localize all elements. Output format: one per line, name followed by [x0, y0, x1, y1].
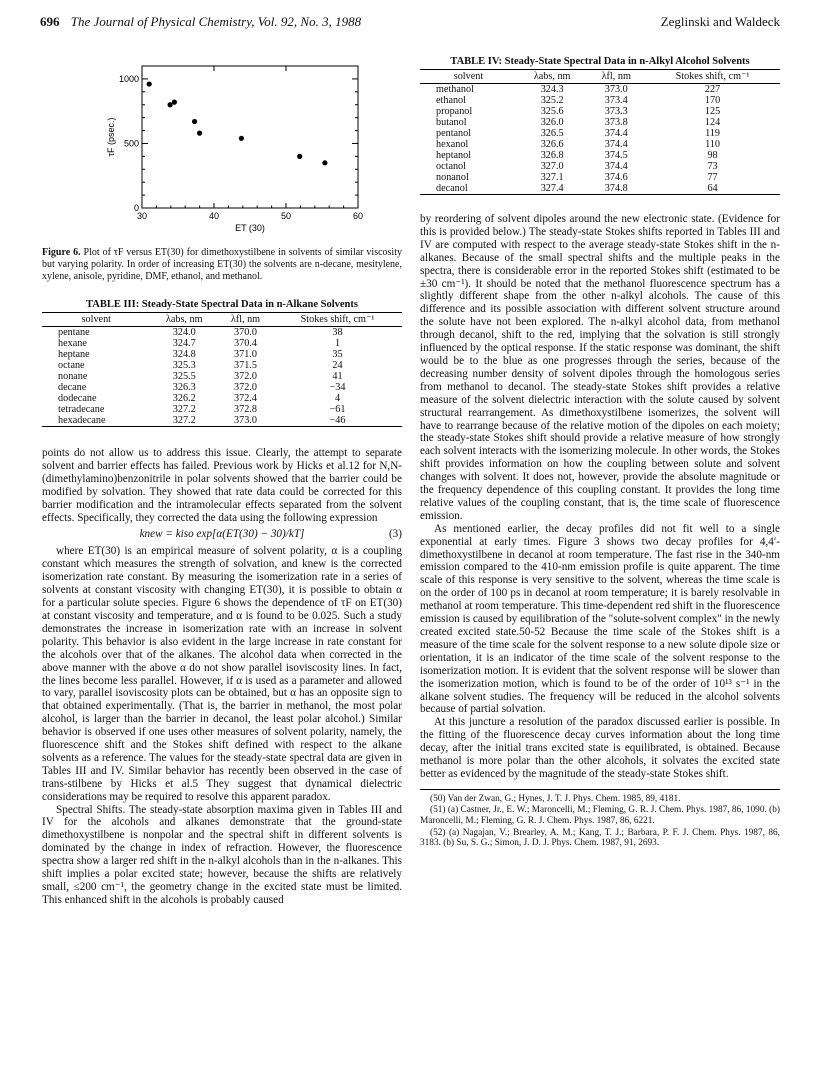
table-4-cell: 325.6 — [540, 106, 564, 117]
table-3-cell: 326.2 — [172, 393, 196, 404]
table-4-cell: ethanol — [436, 95, 466, 106]
right-paragraph-3: At this juncture a resolution of the paradox discussed earlier is possible. In the fitting of the fluorescence decay curves information about the long time decay, after the initial trans excited state is equilibrated, is obtained. Because methanol is more polar than the other alcohols, it solvates the excited state better as evidenced by the magnitude of the steady-state Stokes shift. — [420, 716, 780, 780]
table-4-cell: 64 — [707, 183, 718, 194]
table-4-row — [420, 84, 780, 96]
table-3-cell: 371.5 — [234, 360, 257, 371]
table-4-column-header: λfl, nm — [601, 71, 631, 82]
table-3-cell: octane — [58, 360, 85, 371]
table-4-cell: 326.5 — [540, 128, 564, 139]
table-4-header-row — [420, 70, 780, 84]
plot-frame — [142, 66, 358, 208]
table-4-cell: 326.6 — [540, 139, 564, 150]
table-4-cell: 374.6 — [604, 172, 628, 183]
data-point — [167, 102, 172, 107]
table-3-cell: hexane — [58, 338, 87, 349]
table-3-cell: 324.0 — [172, 327, 196, 338]
table-3-cell: decane — [58, 382, 87, 393]
table-4-cell: 227 — [704, 84, 721, 95]
reference-52: (52) (a) Nagajan, V.; Brearley, A. M.; Kang, T. J.; Barbara, P. F. J. Chem. Phys. 1987, 86, 3183. (b) Su, S. G.; Simon, J. D. J. Phys. Chem. 1987, 91, 2693. — [420, 827, 780, 849]
running-authors: Zeglinski and Waldeck — [660, 14, 780, 29]
table-4-title: TABLE IV: Steady-State Spectral Data in n-Alkyl Alcohol Solvents — [450, 56, 750, 67]
table-4-cell: 324.3 — [540, 84, 564, 95]
table-3-row — [42, 393, 402, 404]
table-4-row — [420, 106, 780, 117]
x-tick-label: 60 — [352, 211, 364, 221]
table-4-cell: 326.8 — [540, 150, 564, 161]
table-4-cell: butanol — [436, 117, 467, 128]
table-3 — [42, 299, 402, 427]
x-axis-label: ET (30) — [235, 223, 265, 233]
table-4-row — [420, 183, 780, 195]
y-tick-label: 0 — [133, 203, 139, 213]
journal-citation: The Journal of Physical Chemistry, Vol. 92, No. 3, 1988 — [70, 14, 362, 29]
table-3-cell: 325.5 — [172, 371, 196, 382]
table-3-cell: 372.4 — [234, 393, 257, 404]
table-3-row — [42, 371, 402, 382]
table-3-cell: 41 — [332, 371, 343, 382]
table-3-cell: 372.8 — [234, 404, 257, 415]
data-point — [172, 100, 177, 105]
table-4-cell: 374.4 — [604, 139, 628, 150]
table-4-grid — [420, 69, 780, 195]
table-3-column-header: λfl, nm — [230, 314, 261, 325]
table-3-row — [42, 360, 402, 371]
y-tick-label: 500 — [123, 138, 139, 149]
table-3-cell: 4 — [334, 393, 341, 404]
table-3-row — [42, 382, 402, 393]
table-3-column-header: solvent — [81, 314, 111, 325]
y-axis-label: τF (psec.) — [106, 117, 116, 157]
y-tick-label: 1000 — [118, 73, 139, 84]
table-4-cell: decanol — [436, 183, 468, 194]
table-3-cell: −61 — [329, 404, 346, 415]
figure-6-caption — [42, 247, 402, 283]
x-tick-label: 50 — [280, 211, 292, 221]
table-4-cell: 325.2 — [540, 95, 564, 106]
table-4-cell: 373.8 — [604, 117, 628, 128]
data-point — [239, 136, 244, 141]
table-4-cell: nonanol — [436, 172, 469, 183]
data-point — [297, 154, 302, 159]
table-4-cell: propanol — [436, 106, 473, 117]
table-4-cell: 77 — [707, 172, 718, 183]
table-3-cell: 324.8 — [172, 349, 196, 360]
table-3-grid — [42, 312, 402, 427]
table-3-cell: 35 — [332, 349, 343, 360]
header-left — [40, 14, 361, 30]
data-point — [147, 81, 152, 86]
table-4-row — [420, 117, 780, 128]
table-4-body — [420, 84, 780, 195]
table-3-row — [42, 338, 402, 349]
table-3-cell: −46 — [329, 415, 346, 426]
equation-3-text: knew = kiso exp[α(ET(30) − 30)/kT] — [139, 528, 305, 541]
table-3-cell: pentane — [58, 327, 90, 338]
table-4-column-header: solvent — [453, 71, 484, 82]
table-4-cell: 124 — [704, 117, 721, 128]
table-4-cell: 119 — [705, 128, 720, 139]
reference-50: (50) Van der Zwan, G.; Hynes, J. T. J. Phys. Chem. 1985, 89, 4181. — [430, 793, 681, 804]
figure-6-scatter-plot — [42, 58, 402, 238]
table-3-cell: 372.0 — [234, 382, 257, 393]
table-4-cell: heptanol — [436, 150, 472, 161]
table-4-cell: octanol — [436, 161, 466, 172]
table-3-cell: heptane — [58, 349, 90, 360]
table-3-cell: dodecane — [58, 393, 97, 404]
table-4-cell: 374.8 — [604, 183, 628, 194]
table-4-row — [420, 150, 780, 161]
table-3-body — [42, 327, 402, 427]
page-number: 696 — [40, 14, 60, 29]
table-4 — [420, 56, 780, 195]
reference-51: (51) (a) Castner, Jr., E. W.; Maroncelli, M.; Fleming, G. R. J. Chem. Phys. 1987, 86, 1090. (b) Maroncelli, M.; Fleming, G. R. J. Chem. Phys. 1987, 86, 6221. — [420, 805, 780, 827]
table-4-row — [420, 128, 780, 139]
table-3-cell: hexadecane — [58, 415, 106, 426]
right-body-text — [420, 213, 780, 781]
table-3-cell: 326.3 — [172, 382, 196, 393]
table-4-cell: 374.5 — [604, 150, 628, 161]
table-3-row — [42, 349, 402, 360]
table-3-column-header: λabs, nm — [165, 314, 203, 325]
table-4-cell: 170 — [704, 95, 721, 106]
table-4-cell: 125 — [704, 106, 721, 117]
data-point — [197, 131, 202, 136]
right-paragraph-2: As mentioned earlier, the decay profiles did not fit well to a single exponential at early times. Figure 3 shows two decay profiles for 4,4′-dimethoxystilbene in decanol at room temperature. The fast rise in the 340-nm emission compared to the 410-nm emission profile is quite apparent. The time scale of this response is very sensitive to the solvent, whereas the time scale is on the order of 100 ps in decanol at room temperature; it is barely resolvable in methanol at room temperature. This time-dependent red shift in the fluorescence emission is caused by equilibration of the "solute-solvent complex" in the newly created excited state.50-52 Because the time scale of the Stokes shift is a measure of the time scale for the solvent response to a new solute dipole size or orientation, it is an indicator of the time scale of the solvent response to the isomerization motion. It is evident that the solvent response will be slower than the isomerization motion, which is found to be of the order of 10¹³ s⁻¹ in the alkane solvent studies. The frequency will be reduced in the alcohol solvents because of partial solvation. — [420, 522, 780, 716]
table-3-cell: 372.0 — [234, 371, 257, 382]
table-4-cell: 373.4 — [604, 95, 628, 106]
table-4-cell: pentanol — [436, 128, 472, 139]
table-4-cell: 327.0 — [540, 161, 564, 172]
table-3-row — [42, 415, 402, 427]
left-body-text — [42, 447, 402, 907]
table-4-cell: 327.4 — [540, 183, 564, 194]
table-4-cell: hexanol — [436, 139, 469, 150]
data-point — [322, 160, 327, 165]
table-4-row — [420, 172, 780, 183]
figure-6-caption-text: Plot of τF versus ET(30) for dimethoxystilbene in solvents of similar viscosity but varying polarity. In order of increasing ET(30) the solvents are n-decane, mesitylene, xylene, anisole, pyridine, DMF, ethanol, and methanol. — [42, 247, 402, 282]
equation-3 — [42, 528, 402, 541]
table-4-row — [420, 161, 780, 172]
table-3-cell: 327.2 — [172, 404, 196, 415]
table-3-cell: 1 — [334, 338, 341, 349]
equation-3-number: (3) — [388, 528, 402, 541]
left-paragraph-3: Spectral Shifts. The steady-state absorption maxima given in Tables III and IV for the alcohols and alkanes demonstrate that the ground-state dimethoxystilbene is nonpolar and the spectral shift in different solvents is dominated by the change in index of refraction. However, the fluorescence spectra show a larger red shift in the n-alkyl alcohols than in the n-alkanes. This shift implies a polar excited state; however, because the shifts are relatively small, ≤200 cm⁻¹, the geometry change in the excited state must be limited. This enhanced shift in the alcohols is probably caused — [42, 803, 402, 906]
table-3-cell: 370.4 — [234, 338, 257, 349]
references — [420, 789, 780, 849]
figure-6 — [42, 58, 402, 243]
table-4-row — [420, 139, 780, 150]
x-tick-label: 30 — [136, 211, 148, 221]
table-4-cell: 327.1 — [540, 172, 564, 183]
table-4-cell: 373.0 — [604, 84, 628, 95]
figure-6-caption-label: Figure 6. — [42, 247, 81, 258]
table-3-cell: 373.0 — [234, 415, 257, 426]
page-header — [40, 14, 780, 34]
table-4-cell: 98 — [707, 150, 718, 161]
table-3-header-row — [42, 313, 402, 327]
table-3-cell: tetradecane — [58, 404, 105, 415]
table-3-cell: 324.7 — [172, 338, 196, 349]
table-3-title: TABLE III: Steady-State Spectral Data in n-Alkane Solvents — [86, 299, 358, 310]
table-4-column-header: Stokes shift, cm⁻¹ — [675, 71, 750, 82]
table-4-cell: 374.4 — [604, 128, 628, 139]
table-3-cell: 371.0 — [234, 349, 257, 360]
table-4-cell: methanol — [436, 84, 474, 95]
right-column — [420, 40, 780, 850]
table-3-cell: 24 — [332, 360, 343, 371]
table-4-cell: 326.0 — [540, 117, 564, 128]
table-4-cell: 73 — [707, 161, 718, 172]
table-3-row — [42, 327, 402, 339]
table-3-cell: −34 — [329, 382, 346, 393]
table-4-cell: 373.3 — [604, 106, 628, 117]
right-paragraph-1: by reordering of solvent dipoles around the new electronic state. (Evidence for this is provided below.) The steady-state Stokes shifts reported in Tables III and IV are computed with respect to the average steady-state Stokes shift in the n-alkanes. Because of the small spectral shifts and the multiple peaks in the spectra, there is considerable error in the reported Stokes shift (estimated to be ±30 cm⁻¹). It should be noted that the methanol fluorescence spectrum has a slightly different shape from the other n-alkyl alcohols. The cause of this difference and its possible association with different solvent structure around the solute have not been explored. The n-alkyl alcohol data, from methanol through decanol, shift to the red, implying that the solvation is still strongly influenced by the optical response. If the static response was dominant, the shift would be to the blue as one progresses through the series, because of the decreasing number density of solvent dipoles through the homologous series from methanol to decanol. The steady-state Stokes shift provides a relative measure of the solvent dielectric interaction with the solute caused by solvent structural rearrangement. As dimethoxystilbene isomerizes, the solvent will have to rearrange because of the relative motion of the dipoles on each moiety; the steady-state Stokes shift should provide a relative measure of how strongly each solvent interacts with the isomerizing molecule. In other words, the Stokes shift provides information on how the coupling between solute and solvent changes with solvent. It does not, however, provide the absolute magnitude or the frequency dependence of this coupling constant. It provides the long time relative values of the coupling constant, that is, the time scale of fluorescence emission. — [420, 213, 780, 522]
table-3-cell: 38 — [332, 327, 343, 338]
table-3-cell: 327.2 — [172, 415, 196, 426]
table-3-column-header: Stokes shift, cm⁻¹ — [300, 314, 375, 325]
table-3-cell: nonane — [58, 371, 88, 382]
left-column — [42, 40, 402, 907]
table-4-cell: 110 — [705, 139, 720, 150]
table-4-column-header: λabs, nm — [533, 71, 571, 82]
left-paragraph-1: points do not allow us to address this issue. Clearly, the attempt to separate solvent and barrier effects has failed. Previous work by Hicks et al.12 for N,N-(dimethylamino)benzonitrile in polar solvents showed that the barrier could be modified by solvation. They showed that rate data could be corrected for this barrier modification and the intramolecular effects separated from the solvent effects. Specifically, they corrected the data using the following expression — [42, 447, 402, 524]
table-3-row — [42, 404, 402, 415]
table-4-row — [420, 95, 780, 106]
x-tick-label: 40 — [208, 211, 220, 221]
left-paragraph-2: where ET(30) is an empirical measure of solvent polarity, α is a coupling constant which measures the strength of solvation, and knew is the corrected isomerization rate constant. By measuring the isomerization rate in a series of solvents at constant viscosity with changing ET(30), it is possible to obtain α for a particular solute species. Figure 6 shows the dependence of τF on ET(30) at constant viscosity and temperature, and α is found to be 0.025. Such a study demonstrates the increase in isomerization rate with an increase in solvent polarity. This behavior is also evident in the large increase in rate constant for the alcohols over that of the alkanes. The alcohol data when corrected in the above manner with the above α do not show parallel isoviscosity lines. In fact, the lines become less parallel. However, if α is used as a parameter and allowed to vary, parallel isoviscosity plots can be obtained, but α has an opposite sign to that obtained experimentally. (That is, the barrier in methanol, the most polar alcohol, is larger than the barrier in decanol, the least polar alcohol.) Similar behavior is observed if one uses other measures of solvent polarity, namely, the fluorescence shift and the Stokes shift defined with respect to the alkane solvents as a reference. The values for the steady-state spectral data are given in Tables III and IV. Similar behavior has recently been observed in the case of trans-stilbene by Hicks et al.5 They suggest that dynamical dielectric considerations may be required to resolve this apparent paradox. — [42, 545, 402, 803]
table-4-cell: 374.4 — [604, 161, 628, 172]
data-point — [192, 119, 197, 124]
table-3-cell: 325.3 — [172, 360, 196, 371]
table-3-cell: 370.0 — [234, 327, 257, 338]
